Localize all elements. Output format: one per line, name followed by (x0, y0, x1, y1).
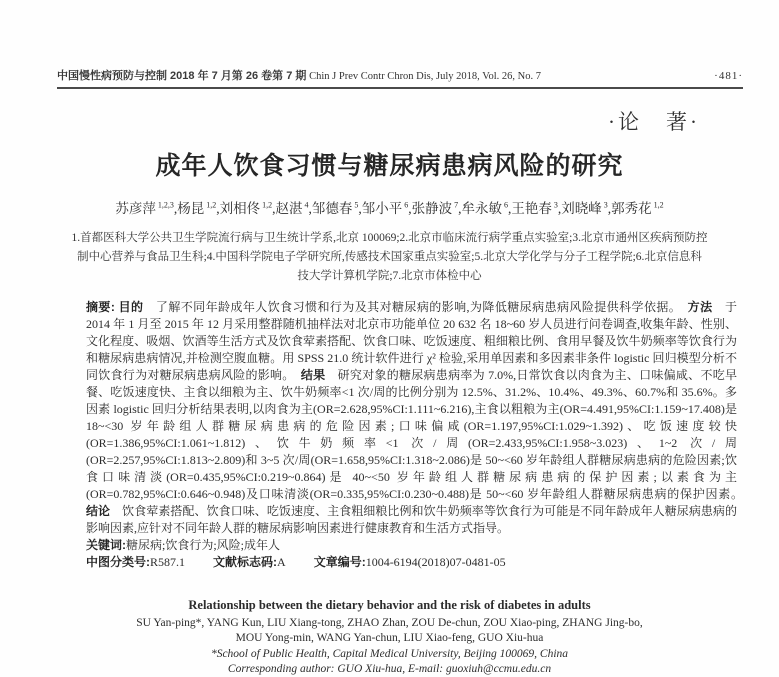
abstract-section-label: 摘要: (86, 300, 119, 314)
keywords-label: 关键词: (86, 538, 126, 552)
english-title: Relationship between the dietary behavior and the risk of diabetes in adults (188, 598, 591, 612)
header-rule (57, 87, 743, 89)
abstract-paragraph (86, 299, 749, 537)
author-name: 杨昆 (177, 201, 205, 216)
abstract-text: 于 2014 年 1 月至 2015 年 12 月采用整群随机抽样法对北京市功能单位 20 632 名 18~60 岁人员进行问卷调查,收集年龄、性别、文化程度、吸烟、饮酒等生活方式及饮食荤素搭配、饮食口味、吃饭速度、粗细粮比例、食用早餐及饮牛奶频率等饮食行为和糖尿病患病情况,并检测空腹血糖。用 SPSS 21.0 统计软件进行 χ² 检验,采用单因素和多因素非条件 logistic 回归模型分析不同饮食行为对糖尿病患病风险的影响。 (86, 300, 737, 382)
doc-code-label: 文献标志码: (213, 555, 278, 569)
affiliations (36, 229, 743, 286)
journal-name-cn: 中国慢性病预防与控制 2018 年 7 月第 26 卷第 7 期 (57, 70, 307, 82)
author-name: 邹德春 (311, 201, 353, 216)
author-affiliation-superscript: 1,2 (260, 200, 273, 210)
article-type-label: ·论 著· (608, 110, 700, 134)
author-name: 刘晓峰 (561, 201, 602, 216)
english-corresponding-author: Corresponding author: GUO Xiu-hua, E-mail: guoxiuh@ccmu.edu.cn (227, 663, 552, 675)
english-authors-line-2: MOU Yong-min, WANG Yan-chun, LIU Xiao-feng, GUO Xiu-hua (235, 632, 544, 644)
journal-header (57, 67, 743, 83)
author-affiliation-superscript: 4 (302, 200, 309, 210)
classification-line (86, 554, 737, 571)
author-affiliation-superscript: 7 (452, 200, 459, 210)
abstract-section-label: 目的 (118, 300, 144, 314)
author-affiliation-superscript: 1,2 (204, 200, 217, 210)
author-name: 牟永敏 (461, 201, 502, 216)
author-affiliation-superscript: 6 (402, 200, 409, 210)
affiliation-line: 制中心营养与食品卫生科;4.中国科学院电子学研究所,传感技术国家重点实验室;5.北京大学化学与分子工程学院;6.北京信息科 (77, 251, 702, 263)
author-affiliation-superscript: 3 (551, 200, 558, 210)
author-name: 王艳春 (511, 201, 552, 216)
authors-line: 苏彦萍 $^{1,2,3}$,杨昆 $^{1,2}$,刘相佟 $^{1,2}$,赵湛 $^4$,邹德春 $^5$,邹小平 $^6$,张静波 $^7$,牟永敏 $^6$,王艳春 $^3$,刘晓峰 $^3$,郭秀花 $^{1,2}$ (115, 200, 664, 216)
abstract-section-label: 结论 (86, 504, 111, 518)
author-name: 邹小平 (361, 201, 403, 216)
affiliation-line: 1.首都医科大学公共卫生学院流行病与卫生统计学系,北京 100069;2.北京市临床流行病学重点实验室;3.北京市通州区疾病预防控 (71, 232, 708, 244)
author-affiliation-superscript: 5 (352, 200, 359, 210)
abstract-block (86, 299, 749, 571)
abstract-text: 了解不同年龄成年人饮食习惯和行为及其对糖尿病的影响,为降低糖尿病患病风险提供科学依据。 (143, 300, 688, 314)
author-affiliation-superscript: 1,2,3 (155, 200, 174, 210)
journal-masthead (57, 67, 541, 83)
author-name: 刘相佟 (219, 201, 261, 216)
author-name: 赵湛 (275, 201, 303, 216)
author-affiliation-superscript: 1,2 (651, 200, 664, 210)
author-name: 郭秀花 (611, 201, 652, 216)
abstract-text: 饮食荤素搭配、饮食口味、吃饭速度、主食粗细粮比例和饮牛奶频率等饮食行为可能是不同年龄成年人糖尿病患病的影响因素,应针对不同年龄人群的糖尿病影响因素进行健康教育和生活方式指导。 (86, 504, 737, 535)
article-id-value: 1004-6194(2018)07-0481-05 (365, 555, 506, 569)
article-title: 成年人饮食习惯与糖尿病患病风险的研究 (155, 152, 624, 180)
author-affiliation-superscript: 3 (601, 200, 608, 210)
page-number: ·481· (714, 70, 743, 82)
affiliation-line: 技大学计算机学院;7.北京市体检中心 (297, 270, 482, 282)
abstract-section-label: 结果 (300, 368, 326, 382)
author-name: 苏彦萍 (115, 201, 156, 216)
author-name: 张静波 (411, 201, 453, 216)
english-affiliation: *School of Public Health, Capital Medical University, Beijing 100069, China (210, 647, 569, 660)
keywords-line (86, 537, 737, 554)
author-affiliation-superscript: 6 (502, 200, 508, 210)
abstract-section-label: 方法 (687, 300, 713, 314)
clc-label: 中图分类号: (86, 555, 150, 569)
article-id-label: 文章编号: (313, 555, 366, 569)
keywords-value: 糖尿病;饮食行为;风险;成年人 (126, 538, 281, 552)
doc-code-value: A (277, 555, 286, 569)
clc-value: R587.1 (150, 555, 186, 569)
journal-name-en: Chin J Prev Contr Chron Dis, July 2018, Vol. 26, No. 7 (309, 71, 541, 82)
english-authors-line-1: SU Yan-ping*, YANG Kun, LIU Xiang-tong, ZHAO Zhan, ZOU De-chun, ZOU Xiao-ping, ZHANG Jing-bo, (136, 616, 643, 629)
abstract-text: 研究对象的糖尿病患病率为 7.0%,日常饮食以肉食为主、口味偏咸、不吃早餐、吃饭速度快、主食以细粮为主、饮牛奶频率<1 次/周的比例分别为 12.5%、31.2%、10.4%、49.3%、60.7%和 35.6%。多因素 logistic 回归分析结果表明,以肉食为主(OR=2.628,95%CI:1.111~6.216),主食以粗粮为主(OR=4.491,95%CI:1.159~17.408)是 18~<30 岁年龄组人群糖尿病患病的危险因素;口味偏咸(OR=1.197,95%CI:1.029~1.392)、吃饭速度较快(OR=1.386,95%CI:1.061~1.812)、饮牛奶频率<1 次/周(OR=2.433,95%CI:1.958~3.023)、1~2 次/周(OR=2.257,95%CI:1.813~2.809)和 3~5 次/周(OR=1.658,95%CI:1.318~2.086)是 50~<60 岁年龄组人群糖尿病患病的危险因素;饮食口味清淡(OR=0.435,95%CI:0.219~0.864)是 40~<50 岁年龄组人群糖尿病患病的保护因素;以素食为主(OR=0.782,95%CI:0.646~0.948)及口味清淡(OR=0.335,95%CI:0.230~0.488)是 50~<60 岁年龄组人群糖尿病患病的保护因素。 (86, 368, 749, 501)
english-abstract-head (0, 598, 779, 677)
